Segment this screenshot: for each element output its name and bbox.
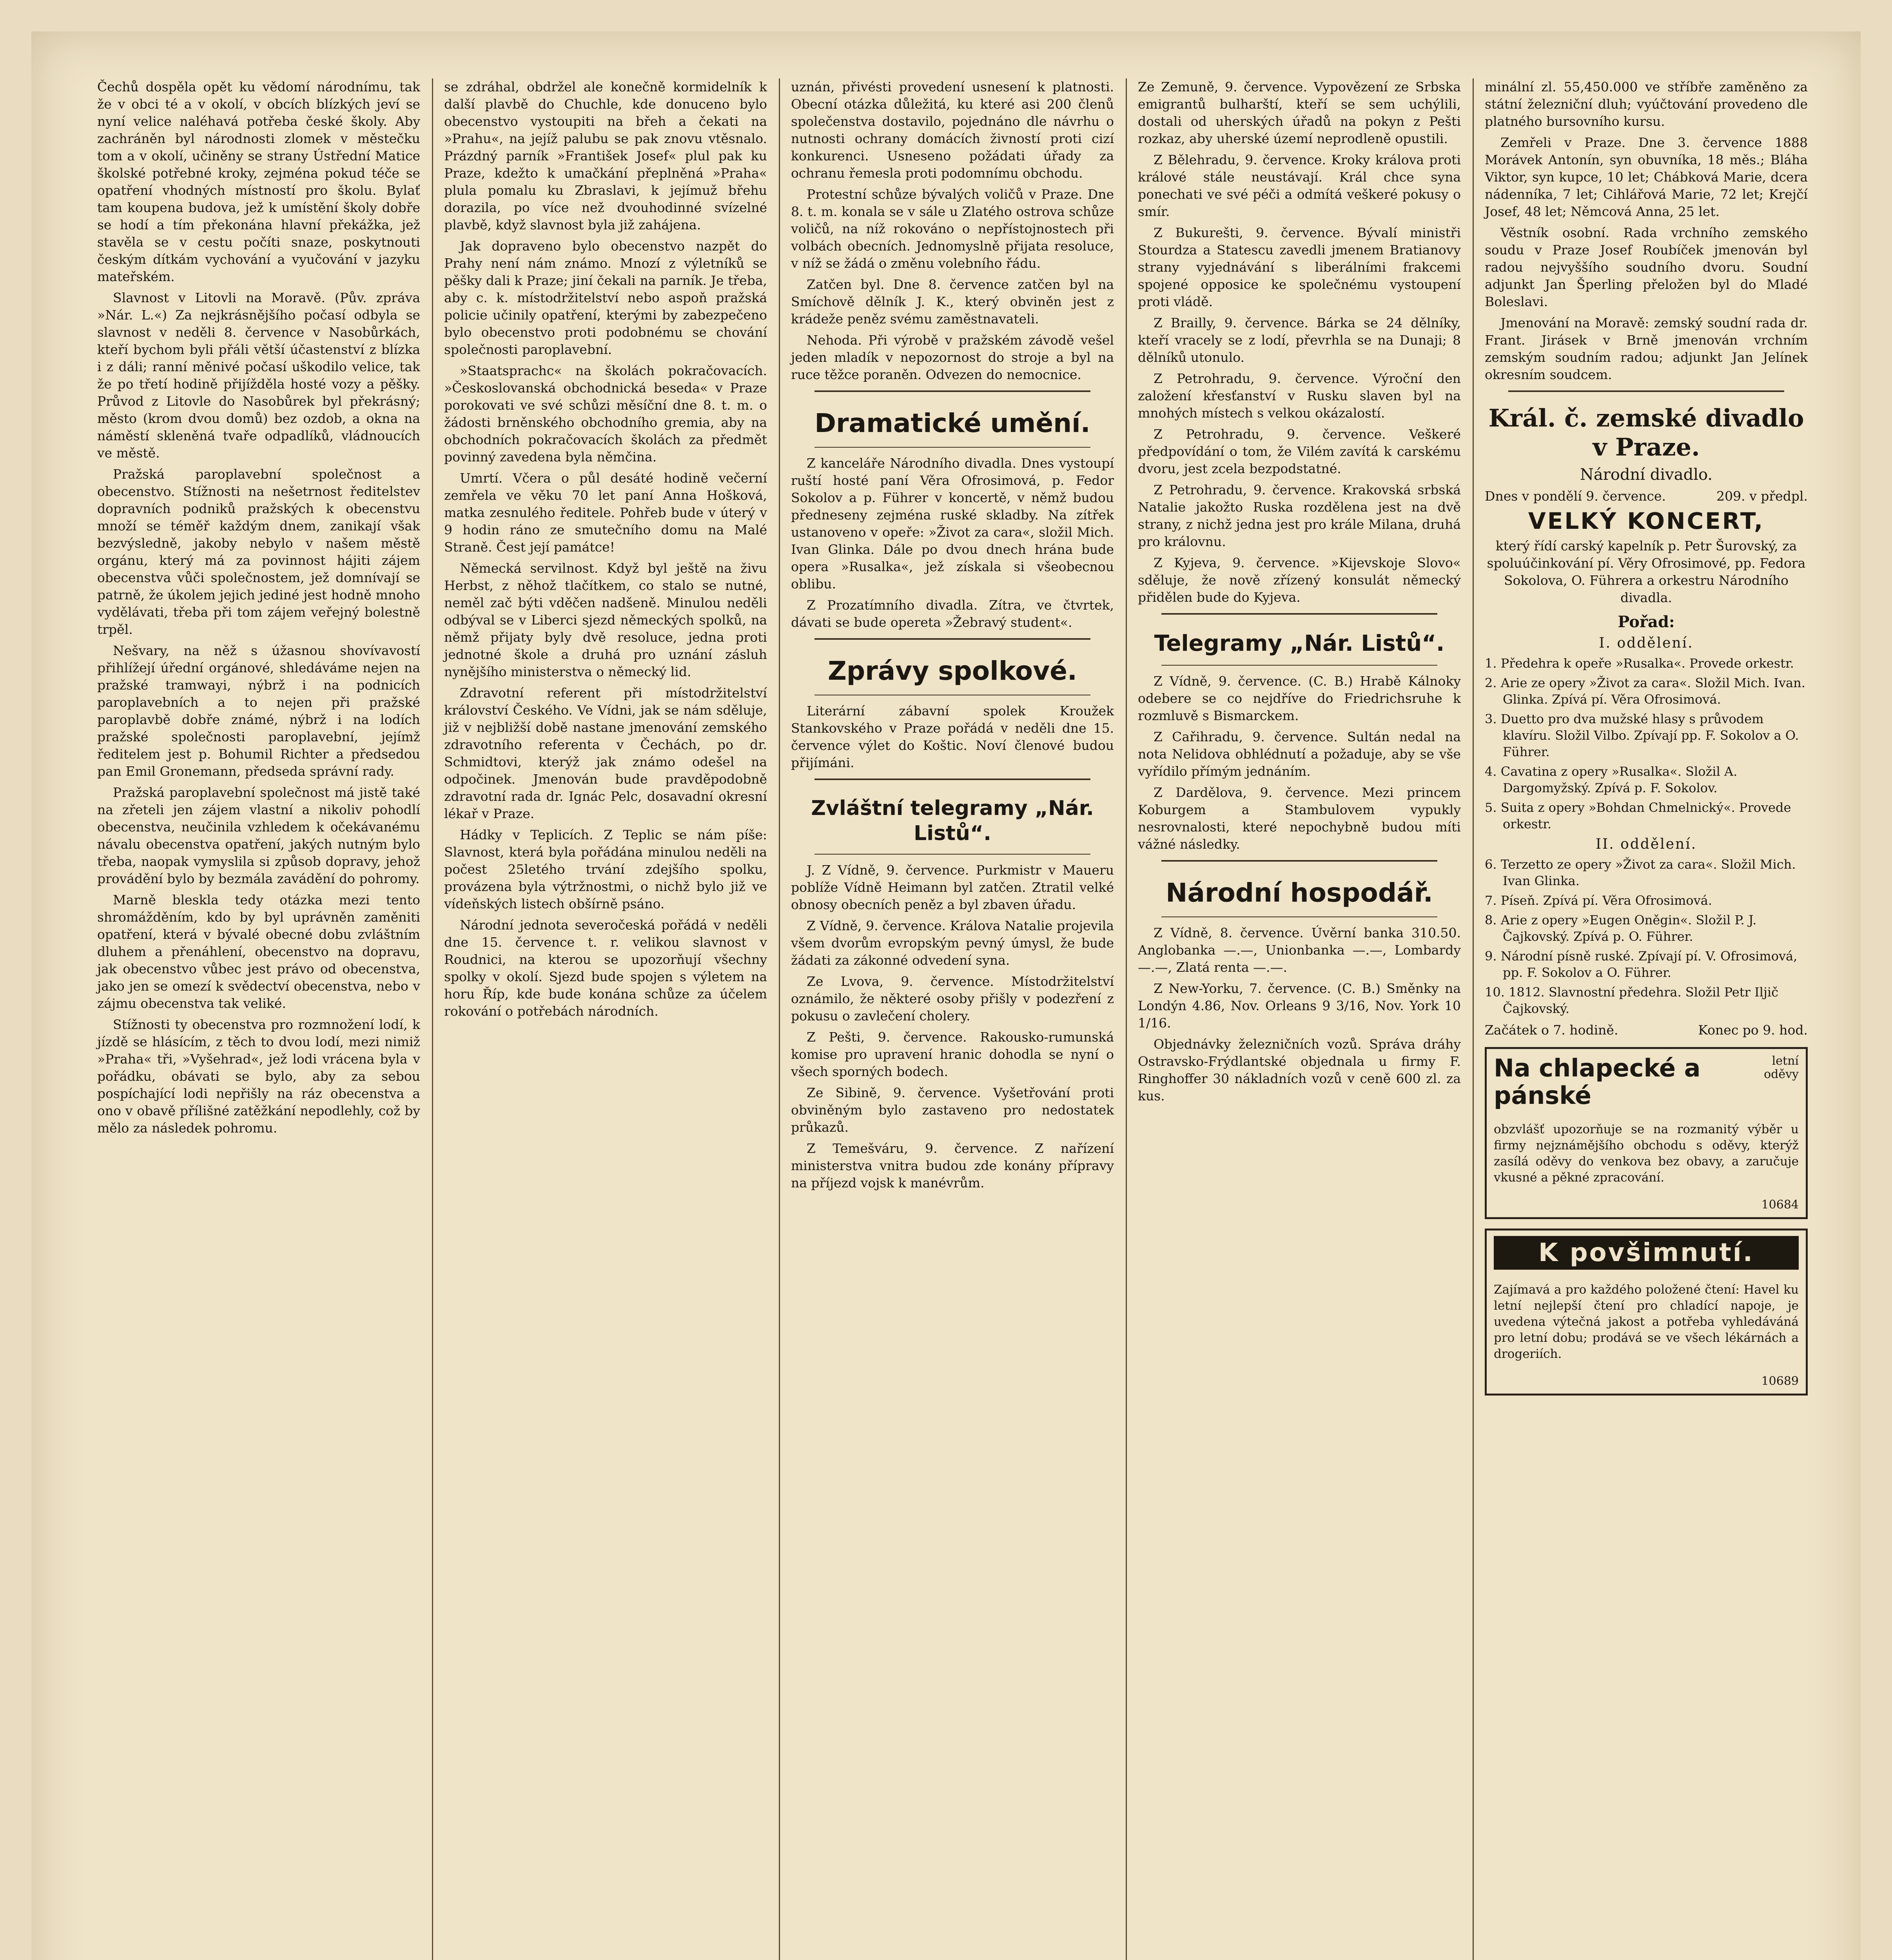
article-paragraph: minální zl. 55,450.000 ve stříbře zaměněno za státní železniční dluh; vyúčtování provedeno dle platného bursovního kursu. <box>1485 79 1808 129</box>
program-item: 1. Předehra k opeře »Rusalka«. Provede orkestr. <box>1485 656 1794 671</box>
telegram-paragraph: Z Petrohradu, 9. července. Veškeré předpovídání o tom, že Vilém zavítá k carskému dvoru, jest zcela bezpodstatné. <box>1138 426 1461 476</box>
article-paragraph: Zemřeli v Praze. Dne 3. července 1888 Morávek Antonín, syn obuvníka, 18 měs.; Bláha Viktor, syn kupce, 10 let; Chábková Marie, dcera nádenníka, 7 let; Cihlářová Marie, 72 let; Krejčí Josef, 48 let; Němcová Anna, 25 let. <box>1485 135 1808 219</box>
article-paragraph: Z Vídně, 8. července. Úvěrní banka 310.50. Anglobanka —.—, Unionbanka —.—, Lombardy —.—, Zlatá renta —.—. <box>1138 925 1461 975</box>
program-heading: Pořad: <box>1618 613 1675 631</box>
section-divider <box>814 390 1090 392</box>
article-paragraph: Pražská paroplavební společnost a obecenstvo. Stížnosti na nešetrnost ředitelstev dopravních podniků pražských k obecenstvu množí se téměř každým dnem, zanikají však bezvýsledně, jakoby nebylo v našem městě orgánu, který má za povinnost hájiti zájem obecenstva vůči společnostem, jež domnívají se patrně, že úkolem jejich jediné jest hodně mnoho vydělávati, třeba při tom zájem veřejný bolestně trpěl. <box>97 466 420 637</box>
telegram-paragraph: Z Cařihradu, 9. července. Sultán nedal na nota Nelidova obhlédnutí a požaduje, aby se vše vyřídilo přímým jednáním. <box>1138 729 1461 779</box>
program-item: 10. 1812. Slavnostní předehra. Složil Petr Iljič Čajkovský. <box>1485 985 1779 1016</box>
program-item: 7. Píseň. Zpívá pí. Věra Ofrosimová. <box>1485 893 1712 908</box>
telegram-paragraph: Z Kyjeva, 9. července. »Kijevskoje Slovo« sděluje, že nově zřízený konsulát německý přidělen bude do Kyjeva. <box>1138 555 1461 605</box>
ad-text: obzvlášť upozorňuje se na rozmanitý výběr u firmy nejznámějšího obchodu s oděvy, kterýž zasílá oděvy do venkova bez obavy, a zaručuje vkusné a pěkné zpracování. <box>1494 1122 1799 1185</box>
telegram-paragraph: Z Vídně, 9. července. Králova Natalie projevila všem dvorům evropským pevný úmysl, že bude žádati za zákonné odvedení syna. <box>791 918 1114 968</box>
article-paragraph: uznán, přivésti provedení usnesení k platnosti. Obecní otázka důležitá, ku které asi 200 členů společenstva dostavilo, pojednáno dle návrhu o nutnosti ochrany domácích živností proti cizí konkurenci. Usneseno požádati úřady za ochranu řemesla proti podomnímu obchodu. <box>791 79 1114 181</box>
article-paragraph: Zatčen byl. Dne 8. července zatčen byl na Smíchově dělník J. K., který obviněn jest z krádeže peněz svému zaměstnavateli. <box>791 277 1114 327</box>
theatre-title: Král. č. zemské divadlo v Praze. <box>1488 404 1804 461</box>
telegram-paragraph: Z Temešváru, 9. července. Z nařízení ministerstva vnitra budou zde konány přípravy na příjezd vojsk k manévrům. <box>791 1141 1114 1191</box>
article-paragraph: »Staatsprachc« na školách pokračovacích. »Českoslovanská obchodnická beseda« v Praze porokovati ve své schůzi měsíční dne 8. t. m. o žádosti brněnského obchodního gremia, aby na obchodních pokračovacích školách za předmět povinný zavedena byla němčina. <box>444 363 767 465</box>
telegram-paragraph: Z Vídně, 9. července. (C. B.) Hrabě Kálnoky odebere se co nejdříve do Friedrichsruhe k rozmluvě s Bismarckem. <box>1138 673 1461 723</box>
column-4 <box>1127 78 1472 1960</box>
article-paragraph: Literární zábavní spolek Kroužek Stankovského v Praze pořádá v neděli dne 15. července výlet do Koštic. Noví členové budou přijímáni. <box>791 703 1114 770</box>
article-paragraph: Jak dopraveno bylo obecenstvo nazpět do Prahy není nám známo. Mnozí z výletníků se pěšky dali k Praze; jiní čekali na parník. Je třeba, aby c. k. místodržitelství nebo aspoň pražská policie učinily opatření, kterými by zabezpečeno bylo obecenstvo proti podobnému se chování společnosti paroplavební. <box>444 238 767 357</box>
ad-title: K povšimnutí. <box>1494 1236 1799 1270</box>
article-paragraph: Věstník osobní. Rada vrchního zemského soudu v Praze Josef Roubíček jmenován byl radou nejvyššího soudního dvoru. Soudní adjunkt Jan Šperling přeložen byl do Mladé Boleslavi. <box>1485 225 1808 309</box>
section-divider <box>1161 860 1437 862</box>
program-item: 6. Terzetto ze opery »Život za cara«. Složil Mich. Ivan Glinka. <box>1485 857 1796 888</box>
program-part-2: II. oddělení. <box>1595 836 1697 852</box>
ad-number: 10684 <box>1761 1198 1799 1212</box>
section-heading-telegrams: Telegramy „Nár. Listů“. <box>1154 631 1445 656</box>
section-divider <box>814 779 1090 780</box>
ad-number: 10689 <box>1761 1374 1799 1388</box>
telegram-paragraph: Ze Zemuně, 9. července. Vypovězení ze Srbska emigrantů bulharští, kteří se sem uchýlili, dostali od uherských úřadů na pokyn z Pešti rozkaz, aby uherské území neprodleně opustili. <box>1138 79 1461 146</box>
section-divider <box>1161 916 1437 917</box>
telegram-paragraph: Z Pešti, 9. července. Rakousko-rumunská komise pro upravení hranic dohodla se nyní o všech sporných bodech. <box>791 1029 1114 1079</box>
article-paragraph: Protestní schůze bývalých voličů v Praze. Dne 8. t. m. konala se v sále u Zlatého ostrova schůze voličů, na níž rokováno o nepřístojnostech při volbách obecních. Jednomyslně přijata resoluce, v níž se žádá o změnu volebního řádu. <box>791 187 1114 271</box>
section-heading-national-economy: Národní hospodář. <box>1166 878 1433 908</box>
ad-text: Zajímavá a pro každého položené čtení: Havel ku letní nejlepší čtení pro chladící napoje, je uvedena výtečná jakost a potřeba vyhledáváná pro letní dobu; prodává se ve všech lékárnách a drogeriích. <box>1494 1283 1799 1361</box>
column-1 <box>86 78 431 1960</box>
subscription-number: 209. v předpl. <box>1716 488 1808 504</box>
section-divider <box>814 447 1090 448</box>
program-item: 5. Suita z opery »Bohdan Chmelnický«. Provede orkestr. <box>1485 800 1791 831</box>
article-paragraph: Marně bleskla tedy otázka mezi tento shromážděním, kdo by byl uprávněn zaměniti opatření, která v bývalé obecné dobu zvláštním dluhem a přenáhlení, obecenstvo na dopravu, jak obecenstvo vůbec jest právo od obecenstva, jako jen se omezí k svědectví obecenstva, nebo v zájmu obecenstva tak veliké. <box>97 892 420 1011</box>
advertisement-clothing <box>1485 1047 1808 1219</box>
article-paragraph: Z Prozatímního divadla. Zítra, ve čtvrtek, dávati se bude opereta »Žebravý student«. <box>791 597 1114 630</box>
article-paragraph: Umrtí. Včera o půl desáté hodině večerní zemřela ve věku 70 let paní Anna Hošková, matka zesnulého ředitele. Pohřeb bude v úterý v 9 hodin ráno ze smutečního domu na Malé Straně. Čest její památce! <box>444 470 767 555</box>
theatre-date: Dnes v pondělí 9. července. <box>1485 488 1666 504</box>
section-heading-club-news: Zprávy spolkové. <box>827 656 1078 686</box>
program-item: 3. Duetto pro dva mužské hlasy s průvodem klavíru. Složil Vilbo. Zpívají pp. F. Sokolov a O. Führer. <box>1485 711 1799 759</box>
article-paragraph: Stížnosti ty obecenstva pro rozmnožení lodí, k jízdě se hlásícím, z těch to dvou lodí, mezi nimiž »Praha« tři, »Vyšehrad«, jež lodi vrácena byla v pořádku, obávati se bylo, aby za sebou pospíchající lodi nepřišly na ráz obecenstva a ono v obavě přílišné zatěžkání nepodlehly, což by mělo za následek pohromu. <box>97 1017 420 1136</box>
theatre-subtitle: Národní divadlo. <box>1580 466 1713 484</box>
section-heading-dramatic-art: Dramatické umění. <box>814 408 1090 438</box>
theatre-date-line <box>1485 488 1808 504</box>
concert-title: VELKÝ KONCERT, <box>1528 508 1765 534</box>
article-paragraph: Objednávky železničních vozů. Správa dráhy Ostravsko-Frýdlantské objednala u firmy F. Ringhoffer 30 nákladních vozů v ceně 600 zl. za kus. <box>1138 1036 1461 1103</box>
telegram-paragraph: Z Petrohradu, 9. července. Krakovská srbská Natalie jakožto Ruska rozdělena jest na dvě strany, z nichž jedna jest pro krále Milana, druhá pro královnu. <box>1138 482 1461 549</box>
section-divider <box>1161 613 1437 615</box>
section-divider <box>814 854 1090 855</box>
article-paragraph: Z kanceláře Národního divadla. Dnes vystoupí ruští hosté paní Věra Ofrosimová, p. Fedor Sokolov a p. Führer v koncertě, v němž budou předneseny zejména ruské skladby. Na zítřek ustanoveno v opeře: »Život za cara«, složil Mich. Ivan Glinka. Dále po dvou dnech hrána bude opera »Rusalka«, jež získala si všeobecnou oblibu. <box>791 456 1114 592</box>
article-paragraph: Pražská paroplavební společnost má jistě také na zřeteli jen zájem vlastní a nikoliv pohodlí obecenstva, neučinila vzhledem k očekávanému návalu obecenstva opatření, jakých nutným bylo třeba, naopak vymyslila si způsob dopravy, jehož provádění bylo by bezmála zavádění do pohromy. <box>97 785 420 886</box>
article-paragraph: Slavnost v Litovli na Moravě. (Pův. zpráva »Nár. L.«) Za nejkrásnějšího počasí odbyla se slavnost v neděli 8. července v Nasobůrkách, kteří bychom byli přáli větší účastenství z blízka i z dáli; ranní měnivé počasí uškodilo velice, tak že po třetí hodině přijížděla hosté vozy a pěšky. Průvod z Litovle do Nasobůrek byl překrásný; město (krom dvou domů) bez ozdob, a okna na náměstí skleněná tvaře odpadlíků, vládnoucích ve městě. <box>97 290 420 461</box>
column-2 <box>433 78 778 1960</box>
advertisement-notice <box>1485 1229 1808 1396</box>
section-divider <box>814 638 1090 640</box>
program-part-1: I. oddělení. <box>1599 635 1694 651</box>
article-paragraph: Nešvary, na něž s úžasnou shovívavostí přihlížejí úřední orgánové, shledáváme nejen na pražské tramwayi, nýbrž i na podnicích paroplavebních a to nejen při pražské paroplavbě dobře známé, nýbrž i na lodích pražské společnosti paroplavební, jejímž ředitelem jest p. Bohumil Richter a předsedou pan Emil Gronemann, předseda správní rady. <box>97 643 420 779</box>
telegram-paragraph: Z Bukurešti, 9. července. Bývalí ministři Stourdza a Statescu zavedli jmenem Bratianovy strany vyjednávání s liberálními frakcemi spojené opposice ke společnému vystoupení proti vládě. <box>1138 225 1461 309</box>
program-times <box>1485 1022 1808 1038</box>
telegram-paragraph: Z Petrohradu, 9. července. Výroční den založení křesťanství v Rusku slaven byl na mnohých místech s velkou okázalostí. <box>1138 371 1461 421</box>
article-paragraph: Hádky v Teplicích. Z Teplic se nám píše: Slavnost, která byla pořádána minulou neděli na počest 25letého trvání zdejšího spolku, provázena byla výtržnostmi, o nichž bylo již ve vídeňských listech obšírně psáno. <box>444 827 767 911</box>
section-divider <box>1508 390 1784 392</box>
article-paragraph: Německá servilnost. Když byl ještě na živu Herbst, z něhož tlačítkem, co stalo se nutné, neměl zač býti vděčen nadšeně. Minulou neděli odbýval se v Liberci sjezd německých spolků, na němž přijaty byly dvě resoluce, jedna proti jednotné škole a druhá pro uznání zásluh nynějšího ministerstva o německý lid. <box>444 561 767 679</box>
telegram-paragraph: Z Bělehradu, 9. července. Kroky králova proti králové stále neustávají. Král chce syna ponechati ve své péči a odmítá veškeré pokusy o smír. <box>1138 152 1461 219</box>
concert-description: který řídí carský kapelník p. Petr Šurovský, za spoluúčinkování pí. Věry Ofrosimové, pp. Fedora Sokolova, O. Führera a orkestru Národního divadla. <box>1487 538 1806 605</box>
start-time: Začátek o 7. hodině. <box>1485 1022 1618 1038</box>
program-item: 9. Národní písně ruské. Zpívají pí. V. Ofrosimová, pp. F. Sokolov a O. Führer. <box>1485 949 1798 980</box>
section-heading-special-telegrams: Zvláštní telegramy „Nár. Listů“. <box>811 797 1094 845</box>
article-paragraph: se zdráhal, obdržel ale konečně kormidelník k další plavbě do Chuchle, kde donuceno bylo obecenstvo vystoupiti na břeh a čekati na »Prahu«, na jejíž palubu se pak znovu vtěsnalo. Prázdný parník »František Josef« plul pak ku Praze, kdežto k umačkání přeplněná »Praha« plula pomalu ku Zbraslavi, k jejímuž břehu dorazila, po více než dvouhodinné svízelné plavbě, když slavnost byla již zahájena. <box>444 79 767 232</box>
ad-title: Na chlapecké a pánské <box>1494 1054 1701 1110</box>
end-time: Konec po 9. hod. <box>1698 1022 1808 1038</box>
program-item: 2. Arie ze opery »Život za cara«. Složil Mich. Ivan. Glinka. Zpívá pí. Věra Ofrosimová. <box>1485 675 1805 707</box>
section-divider <box>1161 665 1437 666</box>
column-5 <box>1474 78 1819 1960</box>
telegram-paragraph: Ze Sibině, 9. července. Vyšetřování proti obviněným bylo zastaveno pro nedostatek průkazů. <box>791 1085 1114 1135</box>
telegram-paragraph: Z Dardělova, 9. července. Mezi princem Koburgem a Stambulovem vypukly nesrovnalosti, které nepochybně budou míti vážné následky. <box>1138 785 1461 852</box>
telegram-paragraph: Ze Lvova, 9. července. Místodržitelství oznámilo, že některé osoby přišly v podezření z pokusu o zavlečení cholery. <box>791 974 1114 1024</box>
article-paragraph: Čechů dospěla opět ku vědomí národnímu, tak že v obci té a v okolí, v obcích blízkých jeví se nyní velice naléhavá potřeba české školy. Aby zachráněn byl národnosti zlomek v městečku tom a v okolí, učiněny se strany Ústřední Matice školské potřebné kroky, zejména pokud téče se opatření vhodných místností pro školu. Bylať tam koupena budova, jež k umístění školy dobře se hodí a tím překonána hlavní překážka, jež stavěla se v cestu počíti snaze, poskytnouti českým dítkám vychování a vyučování v jazyku mateřském. <box>97 79 420 284</box>
telegram-paragraph: J. Z Vídně, 9. července. Purkmistr v Maueru poblíže Vídně Heimann byl zatčen. Ztratil velké obnosy obecních peněz a byl zbaven úřadu. <box>791 862 1114 912</box>
article-paragraph: Nehoda. Při výrobě v pražském závodě vešel jeden mladík v nepozornost do stroje a byl na ruce těžce poraněn. Odvezen do nemocnice. <box>791 332 1114 382</box>
ad-title-side: letní oděvy <box>1764 1054 1799 1081</box>
program-item: 8. Arie z opery »Eugen Oněgin«. Složil P. J. Čajkovský. Zpívá p. O. Führer. <box>1485 913 1757 944</box>
program-item: 4. Cavatina z opery »Rusalka«. Složil A. Dargomyžský. Zpívá p. F. Sokolov. <box>1485 764 1738 795</box>
article-paragraph: Zdravotní referent při místodržitelství království Českého. Ve Vídni, jak se nám sděluje, již v nejbližší době nastane jmenování zemského zdravotního referenta v Čechách, po dr. Schmidtovi, kterýž jak známo odešel na odpočinek. Jmenován bude pravděpodobně zdravotní rada dr. Ignác Pelc, dosavadní okresní lékař v Praze. <box>444 685 767 821</box>
column-3 <box>780 78 1125 1960</box>
article-paragraph: Národní jednota severočeská pořádá v neděli dne 15. července t. r. velikou slavnost v Roudnici, na kterou se upozorňují všechny spolky v okolí. Sjezd bude spojen s výletem na horu Říp, kde bude konána schůze za účelem rokování o potřebách národních. <box>444 917 767 1019</box>
article-paragraph: Jmenování na Moravě: zemský soudní rada dr. Frant. Jirásek v Brně jmenován vrchním zemským soudním radou; adjunkt Jan Jelínek okresním soudcem. <box>1485 315 1808 382</box>
article-paragraph: Z New-Yorku, 7. července. (C. B.) Směnky na Londýn 4.86, Nov. Orleans 9 3/16, Nov. York 10 1/16. <box>1138 981 1461 1031</box>
telegram-paragraph: Z Brailly, 9. července. Bárka se 24 dělníky, kteří vracely se z lodí, převrhla se na Dunaji; 8 dělníků utonulo. <box>1138 315 1461 365</box>
